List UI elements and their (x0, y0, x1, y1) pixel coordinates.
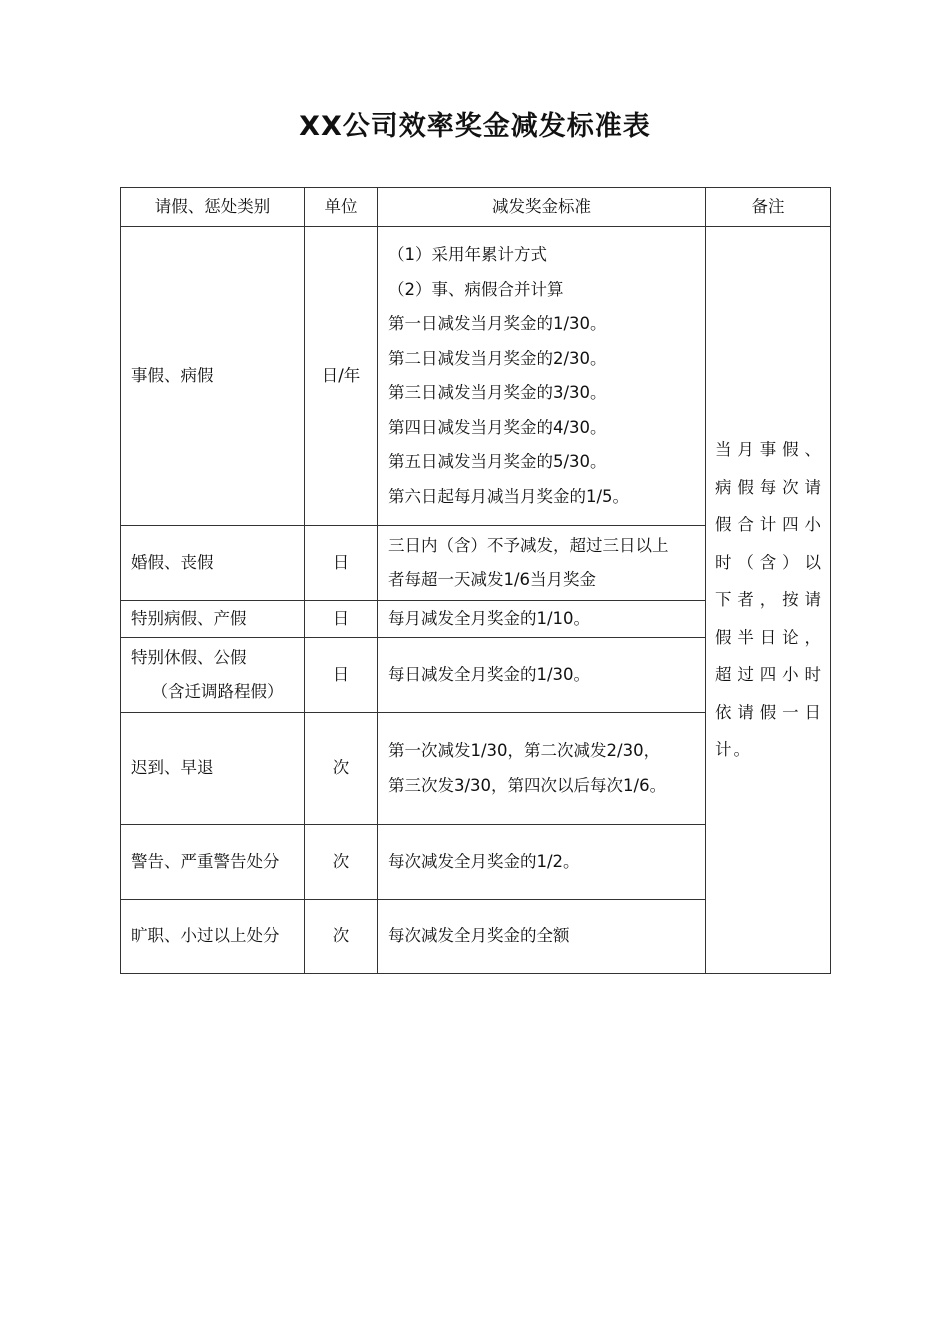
standard-cell (378, 526, 706, 601)
category-cell (121, 713, 305, 825)
standard-line: 第五日减发当月奖金的5/30。 (388, 452, 607, 471)
header-category: 请假、惩处类别 (121, 188, 305, 227)
category-text: 特别休假、公假 (131, 647, 247, 667)
header-standard: 减发奖金标准 (378, 188, 706, 227)
category-text: 旷职、小过以上处分 (131, 926, 280, 946)
unit-cell: 日 (305, 638, 378, 713)
standard-cell (378, 900, 706, 974)
unit-cell: 日 (305, 601, 378, 638)
header-unit: 单位 (305, 188, 378, 227)
category-text: （含迁调路程假） (151, 682, 284, 701)
category-text: 事假、病假 (131, 365, 214, 385)
table-header-row (121, 188, 831, 227)
standard-line: 者每超一天减发1/6当月奖金 (388, 570, 597, 589)
category-cell (121, 825, 305, 900)
bonus-deduction-table (120, 187, 831, 974)
category-text: 警告、严重警告处分 (131, 851, 280, 871)
standard-line: 第二日减发当月奖金的2/30。 (388, 348, 607, 368)
standard-cell (378, 825, 706, 900)
category-text: 特别病假、产假 (131, 608, 247, 628)
unit-cell: 次 (305, 713, 378, 825)
category-text: 迟到、早退 (131, 758, 214, 778)
category-cell (121, 227, 305, 526)
standard-line: 第三次发3/30，第四次以后每次1/6。 (388, 775, 667, 795)
standard-line: 三日内（含）不予减发，超过三日以上 (388, 535, 669, 555)
standard-line: 每次减发全月奖金的全额 (388, 926, 570, 946)
category-text: 婚假、丧假 (131, 552, 214, 572)
standard-cell (378, 227, 706, 526)
standard-line: 第一次减发1/30，第二次减发2/30， (388, 741, 661, 760)
standard-cell (378, 601, 706, 638)
unit-cell: 次 (305, 825, 378, 900)
remark-cell: 当月事假、病假每次请假合计四小时（含）以下者，按请假半日论，超过四小时依请假一日计。 (706, 227, 831, 974)
unit-cell: 日/年 (305, 227, 378, 526)
standard-line: 第四日减发当月奖金的4/30。 (388, 417, 607, 437)
standard-line: 每次减发全月奖金的1/2。 (388, 851, 580, 871)
table-row (121, 227, 831, 526)
category-cell (121, 900, 305, 974)
standard-line: （2）事、病假合并计算 (388, 279, 564, 299)
standard-line: 每月减发全月奖金的1/10。 (388, 608, 591, 628)
standard-line: 每日减发全月奖金的1/30。 (388, 664, 591, 684)
category-cell (121, 601, 305, 638)
standard-cell (378, 638, 706, 713)
category-cell (121, 526, 305, 601)
standard-line: 第一日减发当月奖金的1/30。 (388, 314, 607, 333)
standard-line: 第六日起每月减当月奖金的1/5。 (388, 486, 630, 506)
header-remark: 备注 (706, 188, 831, 227)
standard-cell (378, 713, 706, 825)
unit-cell: 日 (305, 526, 378, 601)
page-title: XX公司效率奖金减发标准表 (299, 111, 651, 142)
unit-cell: 次 (305, 900, 378, 974)
standard-line: （1）采用年累计方式 (388, 245, 547, 264)
standard-line: 第三日减发当月奖金的3/30。 (388, 383, 607, 402)
category-cell (121, 638, 305, 713)
